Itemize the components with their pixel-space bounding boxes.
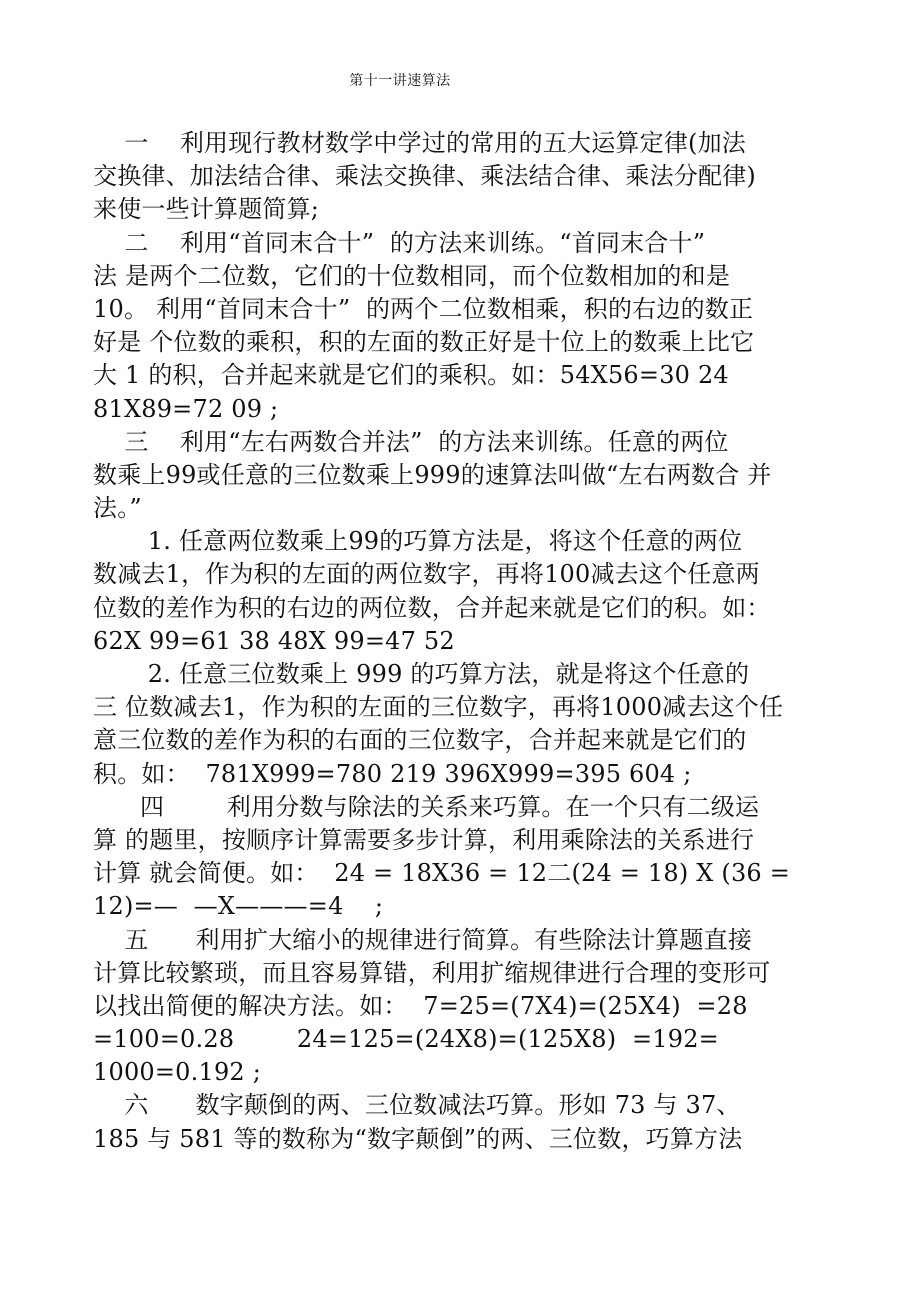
text-line: 12)=— —X———=4 ; <box>93 892 384 921</box>
text-line: 大 1 的积，合并起来就是它们的乘积。如：54X56=30 24 <box>93 361 729 390</box>
text-line: =100=0.28 24=125=(24X8)=(125X8) =192= <box>93 1025 719 1054</box>
text-line: 一 利用现行教材数学中学过的常用的五大运算定律(加法 <box>93 129 746 157</box>
text-line: 位数的差作为积的右边的两位数，合并起来就是它们的积。如： <box>93 593 771 622</box>
text-line: 计算 就会简便。如： 24 = 18X36 = 12二(24 = 18) X (36 = <box>93 859 791 888</box>
text-line: 意三位数的差作为积的右面的三位数字，合并起来就是它们的 <box>93 726 747 755</box>
text-line: 交换律、加法结合律、乘法交换律、乘法结合律、乘法分配律) <box>93 162 756 191</box>
document-title: 第十一讲速算法 <box>349 73 451 89</box>
document-body <box>93 127 833 1156</box>
text-line: 来使一些计算题简算; <box>93 195 320 224</box>
text-line: 四 利用分数与除法的关系来巧算。在一个只有二级运 <box>93 792 760 821</box>
text-line: 81X89=72 09 ; <box>93 394 279 423</box>
text-line: 1000=0.192 ; <box>93 1058 262 1087</box>
text-line: 185 与 581 等的数称为“数字颠倒”的两、三位数，巧算方法 <box>93 1124 743 1153</box>
text-line: 数乘上99或任意的三位数乘上999的速算法叫做“左右两数合 并 <box>93 460 772 489</box>
text-line: 62X 99=61 38 48X 99=47 52 <box>93 626 455 655</box>
text-line: 积。如： 781X999=780 219 396X999=395 604 ; <box>93 759 692 788</box>
text-line: 法 是两个二位数，它们的十位数相同，而个位数相加的和是 <box>93 261 731 290</box>
text-line: 数减去1，作为积的左面的两位数字，再将100减去这个任意两 <box>93 560 760 589</box>
text-line: 2. 任意三位数乘上 999 的巧算方法，就是将这个任意的 <box>93 660 750 688</box>
text-line: 好是 个位数的乘积，积的左面的数正好是十位上的数乘上比它 <box>93 328 755 357</box>
text-line: 六 数字颠倒的两、三位数减法巧算。形如 73 与 37、 <box>93 1091 741 1120</box>
text-line: 10。 利用“首同末合十” 的两个二位数相乘，积的右边的数正 <box>93 294 754 323</box>
text-line: 三 利用“左右两数合并法” 的方法来训练。任意的两位 <box>93 427 729 456</box>
text-line: 计算比较繁琐，而且容易算错，利用扩缩规律进行合理的变形可 <box>93 958 771 987</box>
text-line: 1. 任意两位数乘上99的巧算方法是，将这个任意的两位 <box>93 527 743 556</box>
text-line: 以找出简便的解决方法。如： 7=25=(7X4)=(25X4) =28 <box>93 991 748 1020</box>
text-line: 五 利用扩大缩小的规律进行简算。有些除法计算题直接 <box>93 925 753 954</box>
text-line: 法。” <box>93 494 142 523</box>
text-line: 算 的题里，按顺序计算需要多步计算，利用乘除法的关系进行 <box>93 825 755 854</box>
text-line: 三 位数减去1，作为积的左面的三位数字，再将1000减去这个任 <box>93 693 784 722</box>
text-line: 二 利用“首同末合十” 的方法来训练。“首同末合十” <box>93 228 706 257</box>
